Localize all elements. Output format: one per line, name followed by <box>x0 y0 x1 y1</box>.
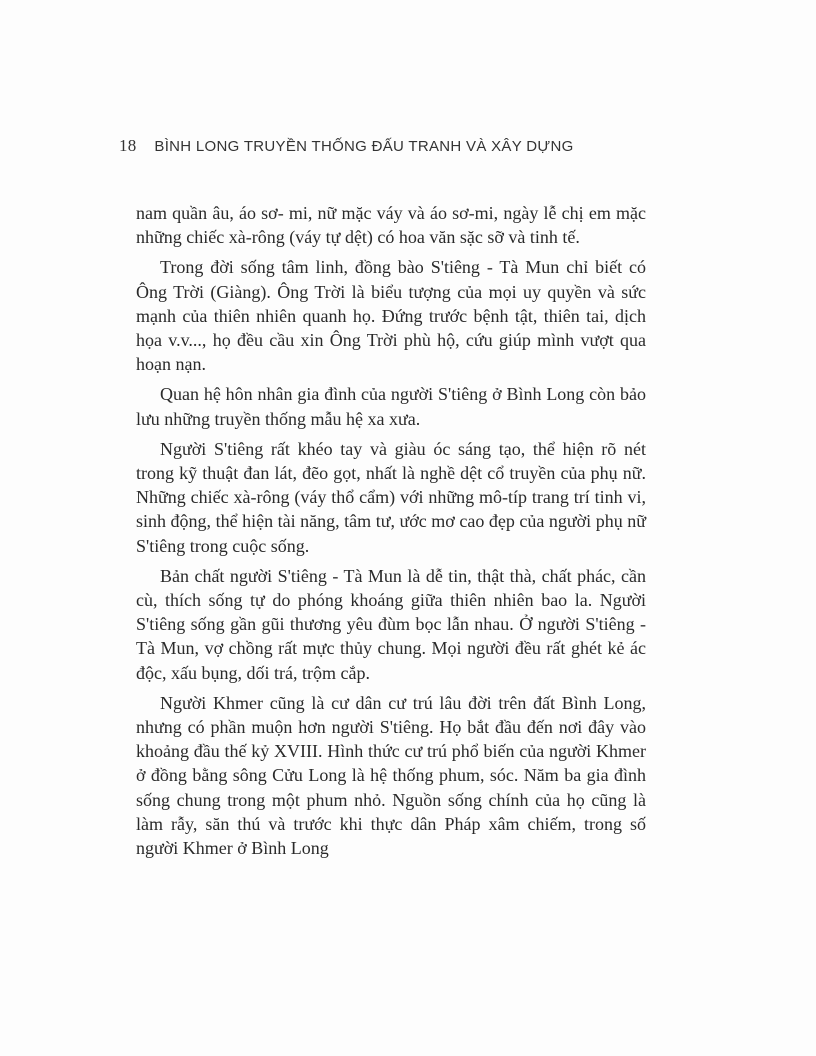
paragraph-character: Bản chất người S'tiêng - Tà Mun là dễ tin, thật thà, chất phác, cần cù, thích sống tự do phóng khoáng giữa thiên nhiên bao la. Người S'tiêng sống gần gũi thương yêu đùm bọc lẫn nhau. Ở người S'tiêng - Tà Mun, vợ chồng rất mực thủy chung. Mọi người đều rất ghét kẻ ác độc, xấu bụng, dối trá, trộm cắp. <box>136 565 646 683</box>
paragraph-crafts: Người S'tiêng rất khéo tay và giàu óc sáng tạo, thể hiện rõ nét trong kỹ thuật đan lát, đẽo gọt, nhất là nghề dệt cổ truyền của phụ nữ. Những chiếc xà-rông (váy thổ cẩm) với những mô-típ trang trí tinh vi, sinh động, thể hiện tài năng, tâm tư, ước mơ cao đẹp của người phụ nữ S'tiêng trong cuộc sống. <box>136 438 646 556</box>
paragraph-marriage: Quan hệ hôn nhân gia đình của người S'tiêng ở Bình Long còn bảo lưu những truyền thống mẫu hệ xa xưa. <box>136 384 646 429</box>
paragraph-continuation: nam quần âu, áo sơ- mi, nữ mặc váy và áo sơ-mi, ngày lễ chị em mặc những chiếc xà-rông (váy tự dệt) có hoa văn sặc sỡ và tinh tế. <box>136 203 646 248</box>
body-text <box>136 201 646 866</box>
page-number: 18 <box>119 136 137 155</box>
paragraph-spiritual-life: Trong đời sống tâm linh, đồng bào S'tiêng - Tà Mun chỉ biết có Ông Trời (Giàng). Ông Trời là biểu tượng của mọi uy quyền và sức mạnh của thiên nhiên quanh họ. Đứng trước bệnh tật, thiên tai, dịch họa v.v..., họ đều cầu xin Ông Trời phù hộ, cứu giúp mình vượt qua hoạn nạn. <box>136 257 646 375</box>
running-header <box>119 136 639 156</box>
paragraph-khmer: Người Khmer cũng là cư dân cư trú lâu đời trên đất Bình Long, nhưng có phần muộn hơn người S'tiêng. Họ bắt đầu đến nơi đây vào khoảng đầu thế kỷ XVIII. Hình thức cư trú phổ biến của người Khmer ở đồng bằng sông Cửu Long là hệ thống phum, sóc. Năm ba gia đình sống chung trong một phum nhỏ. Nguồn sống chính của họ cũng là làm rẫy, săn thú và trước khi thực dân Pháp xâm chiếm, trong số người Khmer ở Bình Long <box>136 692 646 859</box>
running-title: BÌNH LONG TRUYỀN THỐNG ĐẤU TRANH VÀ XÂY DỰNG <box>154 138 574 155</box>
